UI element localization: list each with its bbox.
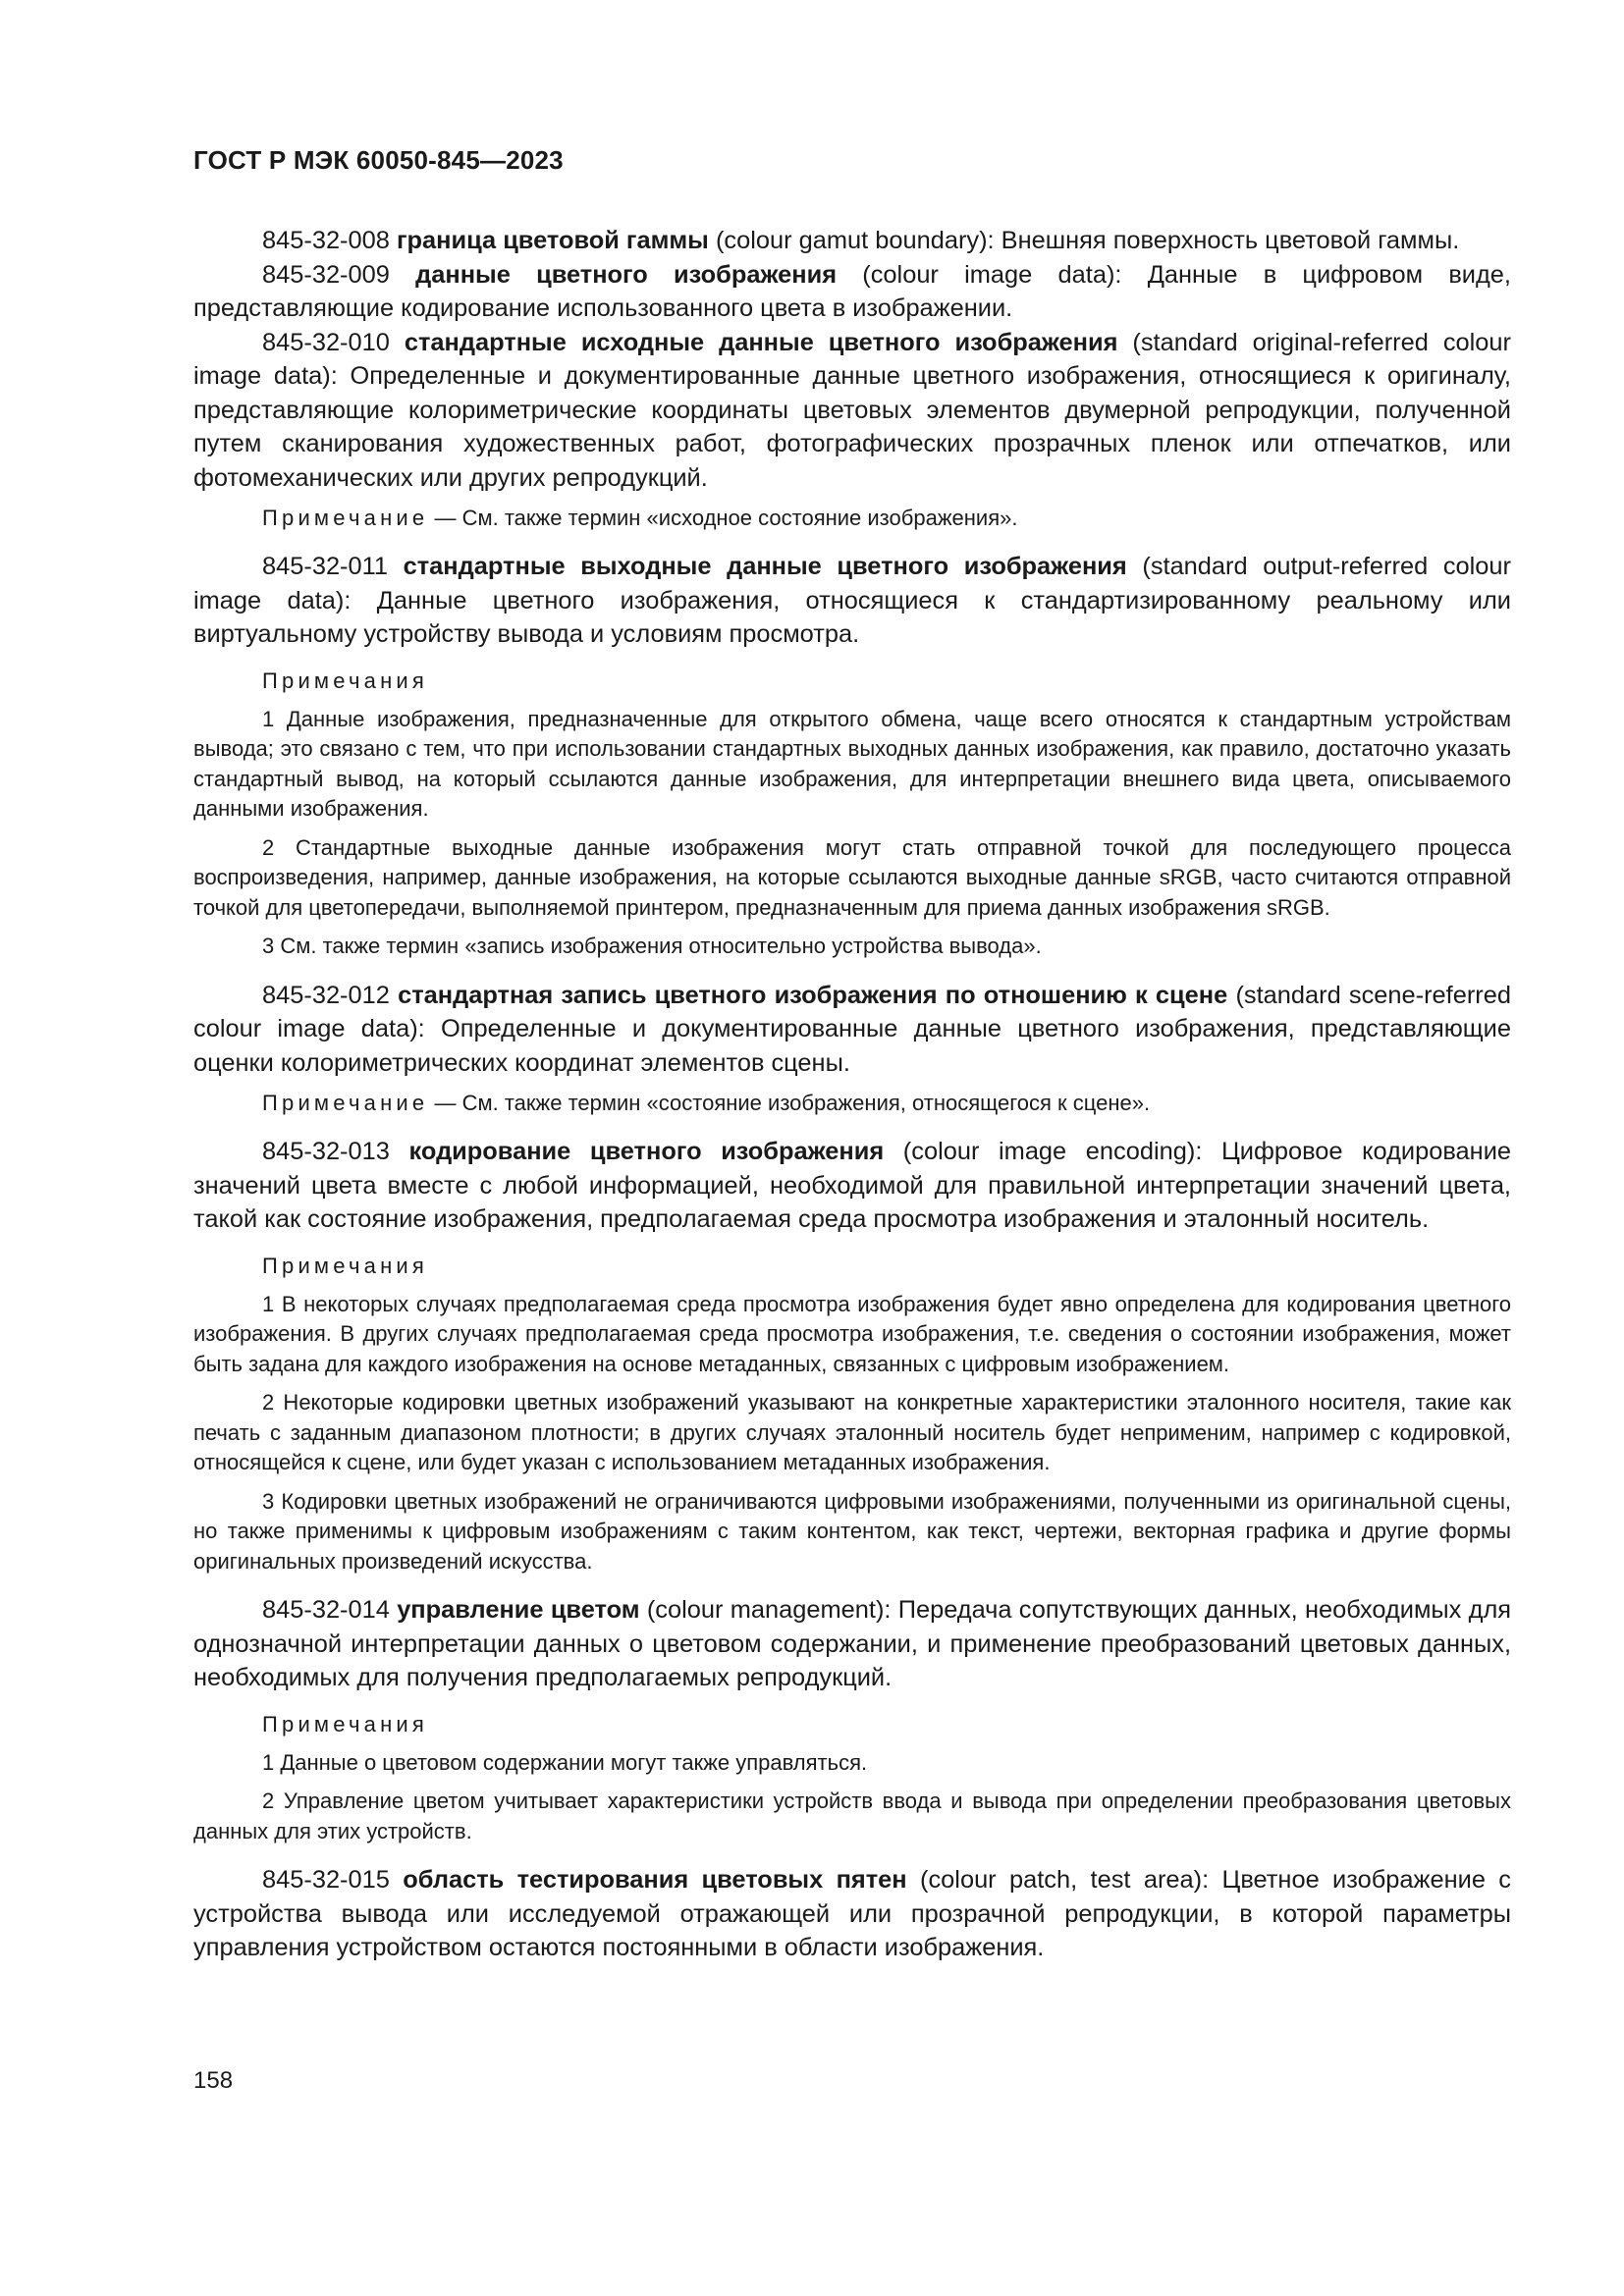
term-entry: [193, 258, 1511, 326]
term-name: управление цветом: [397, 1596, 640, 1624]
term-number: 845-32-009: [262, 260, 390, 289]
term-entry: [193, 326, 1511, 496]
note-item: 2 Некоторые кодировки цветных изображений указывают на конкретные характеристики эталонного носителя, такие как печать с заданным диапазоном плотности; в других случаях эталонный носитель будет неприменим, например с кодировкой, относящейся к сцене, или будет указан с использованием метаданных изображения.: [193, 1390, 1511, 1474]
term-number: 845-32-011: [262, 553, 388, 580]
term-name: область тестирования цветовых пятен: [403, 1866, 907, 1894]
term-definition: (standard output-referred colour image data): Данные цветного изображения, относящиеся к стандартизированному реальному или виртуальному устройству вывода и условиям просмотра.: [193, 553, 1511, 648]
note-item: 2 Управление цветом учитывает характеристики устройств ввода и вывода при определении преобразования цветовых данных для этих устройств.: [193, 1789, 1511, 1843]
term-name: граница цветовой гаммы: [396, 227, 709, 254]
term-number: 845-32-015: [262, 1866, 390, 1894]
term-definition: (standard scene-referred colour image data): Определенные и документированные данные цветного изображения, представляющие оценки колориметрических координат элементов сцены.: [193, 981, 1512, 1077]
term-name: стандартные исходные данные цветного изображения: [404, 328, 1118, 356]
document-body: [193, 224, 1511, 1965]
note: [193, 1089, 1511, 1118]
term-entry: [193, 224, 1511, 258]
note-text: — См. также термин «состояние изображения, относящегося к сцене».: [434, 1091, 1151, 1115]
term-definition: (colour management): Передача сопутствующих данных, необходимых для однозначной интерпретации данных о цветовом содержании, и применение преобразований цветовых данных, необходимых для получения предполагаемых репродукций.: [193, 1596, 1512, 1691]
note-item: 3 См. также термин «запись изображения относительно устройства вывода».: [262, 934, 1042, 958]
term-definition: (standard original-referred colour image data): Определенные и документированные данные цветного изображения, относящиеся к оригиналу, представляющие колориметрические координаты цветовых элементов двумерной репродукции, полученной путем сканирования художественных работ, фотографических прозрачных пленок или отпечатков, или фотомеханических или других репродукций.: [193, 328, 1511, 492]
note-label: Примечание: [262, 1091, 429, 1115]
note-item: 1 В некоторых случаях предполагаемая среда просмотра изображения будет явно определена для кодирования цветного изображения. В других случаях предполагаемая среда просмотра изображения, т.е. сведения о состоянии изображения, может быть задана для каждого изображения на основе метаданных, связанных с цифровым изображением.: [193, 1291, 1511, 1376]
term-number: 845-32-013: [262, 1138, 390, 1165]
term-name: стандартные выходные данные цветного изображения: [403, 553, 1127, 580]
term-number: 845-32-014: [262, 1596, 390, 1624]
term-number: 845-32-010: [262, 328, 390, 356]
term-entry: [193, 1593, 1511, 1695]
note: [193, 504, 1511, 533]
note-item: 3 Кодировки цветных изображений не ограничиваются цифровыми изображениями, полученными из оригинальной сцены, но также применимы к цифровым изображениям с таким контентом, как текст, чертежи, векторная графика и другие формы оригинальных произведений искусства.: [193, 1488, 1511, 1574]
term-name: стандартная запись цветного изображения по отношению к сцене: [398, 981, 1228, 1009]
term-entry: [193, 1135, 1511, 1237]
term-definition: (colour image data): Данные в цифровом виде, представляющие кодирование использованного цвета в изображении.: [193, 260, 1511, 322]
note-item: 2 Стандартные выходные данные изображения могут стать отправной точкой для последующего процесса воспроизведения, например, данные изображения, на которые ссылаются выходные данные sRGB, часто считаются отправной точкой для цветопередачи, выполняемой принтером, предназначенным для приема данных изображения sRGB.: [193, 834, 1511, 920]
term-name: кодирование цветного изображения: [408, 1138, 885, 1165]
term-definition: (colour gamut boundary): Внешняя поверхность цветовой гаммы.: [715, 227, 1460, 254]
notes-label: Примечания: [262, 1253, 429, 1278]
notes-label: Примечания: [262, 667, 429, 693]
note-item: 1 Данные о цветовом содержании могут также управляться.: [262, 1749, 868, 1775]
term-entry: [193, 1863, 1511, 1965]
term-definition: (colour patch, test area): Цветное изображение с устройства вывода или исследуемой отражающей или прозрачной репродукции, в которой параметры управления устройством остаются постоянными в области изображения.: [193, 1866, 1512, 1961]
term-entry: [193, 550, 1511, 652]
term-name: данные цветного изображения: [415, 260, 838, 289]
notes-label: Примечания: [262, 1711, 429, 1736]
note-item: 1 Данные изображения, предназначенные для открытого обмена, чаще всего относятся к стандартным устройствам вывода; это связано с тем, что при использовании стандартных выходных данных изображения, как правило, достаточно указать стандартный вывод, на который ссылаются данные изображения, для интерпретации внешнего вида цвета, описываемого данными изображения.: [193, 706, 1511, 821]
term-definition: (colour image encoding): Цифровое кодирование значений цвета вместе с любой информацией, необходимой для правильной интерпретации значений цвета, такой как состояние изображения, предполагаемая среда просмотра изображения и эталонный носитель.: [193, 1138, 1511, 1233]
note-label: Примечание: [262, 506, 429, 530]
note-text: — См. также термин «исходное состояние изображения».: [434, 506, 1018, 530]
page-number: 158: [193, 2067, 234, 2094]
term-number: 845-32-012: [262, 981, 390, 1009]
term-number: 845-32-008: [262, 227, 390, 254]
term-entry: [193, 979, 1511, 1081]
document-header: ГОСТ Р МЭК 60050-845—2023: [193, 145, 564, 175]
